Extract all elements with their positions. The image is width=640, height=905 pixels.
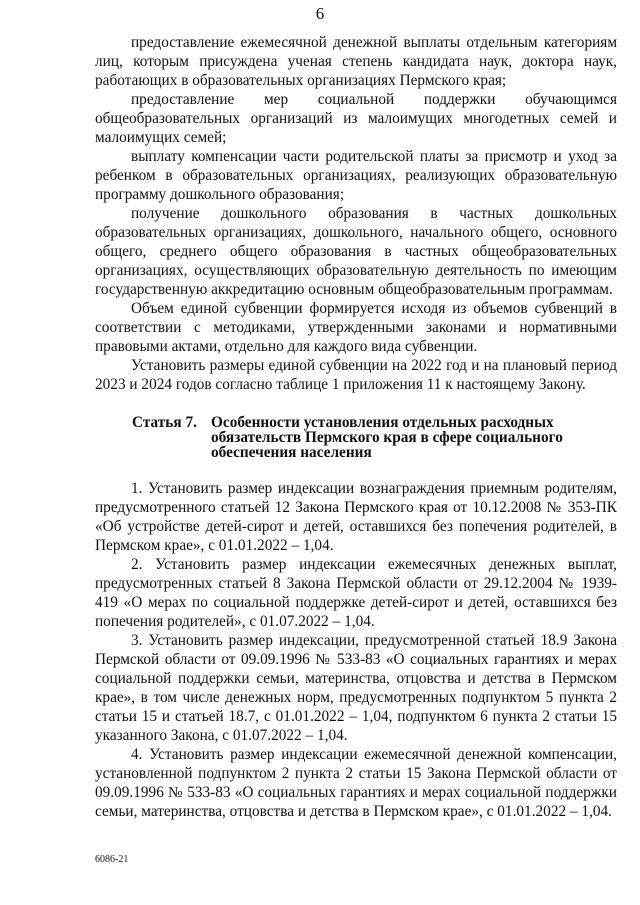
paragraph: 3. Установить размер индексации, предусмотренной статьей 18.9 Закона Пермской области от 09.09.1996 № 533-83 «О социальных гарантиях и мерах социальной поддержки семьи, материнства, отцовства и детства в Пермском крае», в том числе денежных норм, предусмотренных подпунктом 5 пункта 2 статьи 15 и статьей 18.7, с 01.01.2022 – 1,04, подпунктом 6 пункта 2 статьи 15 указанного Закона, с 01.07.2022 – 1,04. <box>95 632 617 744</box>
article-title: Особенности установления отдельных расходных обязательств Пермского края в сфере социального обеспечения населения <box>211 414 563 461</box>
paragraph: Объем единой субвенции формируется исходя из объемов субвенций в соответствии с методиками, утвержденными законами и нормативными правовыми актами, отдельно для каждого вида субвенции. <box>95 300 617 355</box>
paragraph: предоставление ежемесячной денежной выплаты отдельным категориям лиц, которым присуждена ученая степень кандидата наук, доктора наук, работающих в образовательных организациях Пермского края; <box>95 34 617 89</box>
paragraph: получение дошкольного образования в частных дошкольных образовательных организациях, дошкольного, начального общего, основного общего, среднего общего образования в частных общеобразовательных организациях, осуществляющих образовательную деятельность по имеющим государственную аккредитацию основным общеобразовательным программам. <box>95 205 617 298</box>
document-code: 6086-21 <box>95 854 129 865</box>
article-heading <box>95 415 617 460</box>
paragraph: 1. Установить размер индексации вознаграждения приемным родителям, предусмотренного статьей 12 Закона Пермского края от 10.12.2008 № 353-ПК «Об устройстве детей-сирот и детей, оставшихся без попечения родителей, в Пермском крае», с 01.01.2022 – 1,04. <box>95 480 617 554</box>
paragraph: 2. Установить размер индексации ежемесячных денежных выплат, предусмотренных статьей 8 Закона Пермской области от 29.12.2004 № 1939-419 «О мерах по социальной поддержке детей-сирот и детей, оставшихся без попечения родителей», с 01.07.2022 – 1,04. <box>95 556 617 630</box>
paragraph: выплату компенсации части родительской платы за присмотр и уход за ребенком в образовательных организациях, реализующих образовательную программу дошкольного образования; <box>95 148 617 203</box>
document-body <box>95 33 617 821</box>
page-number: 6 <box>315 4 325 23</box>
paragraph: 4. Установить размер индексации ежемесячной денежной компенсации, установленной подпунктом 2 пункта 2 статьи 15 Закона Пермской области от 09.09.1996 № 533-83 «О социальных гарантиях и мерах социальной поддержки семьи, материнства, отцовства и детства в Пермском крае», с 01.01.2022 – 1,04. <box>95 746 617 820</box>
paragraph: предоставление мер социальной поддержки обучающимся общеобразовательных организаций из малоимущих многодетных семей и малоимущих семей; <box>95 91 617 146</box>
article-label: Статья 7. <box>132 414 197 431</box>
paragraph: Установить размеры единой субвенции на 2022 год и на плановый период 2023 и 2024 годов согласно таблице 1 приложения 11 к настоящему Закону. <box>95 357 617 393</box>
